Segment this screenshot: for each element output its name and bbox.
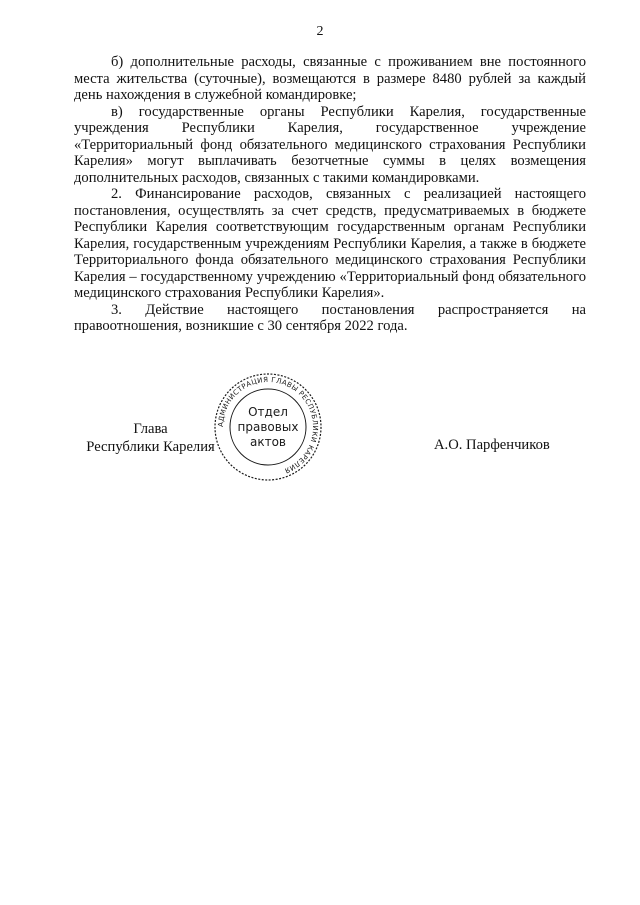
stamp-line1: Отдел [248,405,288,419]
signer-name: А.О. Парфенчиков [434,437,550,453]
document-body [74,54,586,335]
signer-title-line2: Республики Карелия [86,439,215,455]
signer-title-line1: Глава [133,421,168,437]
paragraph-effective-date: 3. Действие настоящего постановления распространяется на правоотношения, возникшие с 30 сентября 2022 года. [74,301,586,334]
signature-block [0,372,640,482]
paragraph-expenses-b: б) дополнительные расходы, связанные с проживанием вне постоянного места жительства (суточные), возмещаются в размере 8480 рублей за каждый день нахождения в служебной командировке; [74,54,586,103]
official-stamp [212,372,324,482]
paragraph-financing: 2. Финансирование расходов, связанных с реализацией настоящего постановления, осуществлять за счет средств, предусматриваемых в бюджете Республики Карелия соответствующим государственным органам Республики Карелия, государственным учреждениям Республики Карелия, а также в бюджете Территориального фонда обязательного медицинского страхования Республики Карелия – государственному учреждению «Территориальный фонд обязательного медицинского страхования Республики Карелия». [74,186,586,301]
stamp-line2: правовых [237,420,299,434]
stamp-line3: актов [249,435,287,449]
signer-title [78,420,223,456]
page-number: 2 [316,24,324,39]
stamp-ring-text: АДМИНИСТРАЦИЯ ГЛАВЫ РЕСПУБЛИКИ КАРЕЛИЯ [216,375,320,475]
paragraph-expenses-v: в) государственные органы Республики Карелия, государственные учреждения Республики Карелия, государственное учреждение «Территориальный фонд обязательного медицинского страхования Республики Карелия» могут выплачивать безотчетные суммы в целях возмещения дополнительных расходов, связанных с такими командировками. [74,103,586,186]
